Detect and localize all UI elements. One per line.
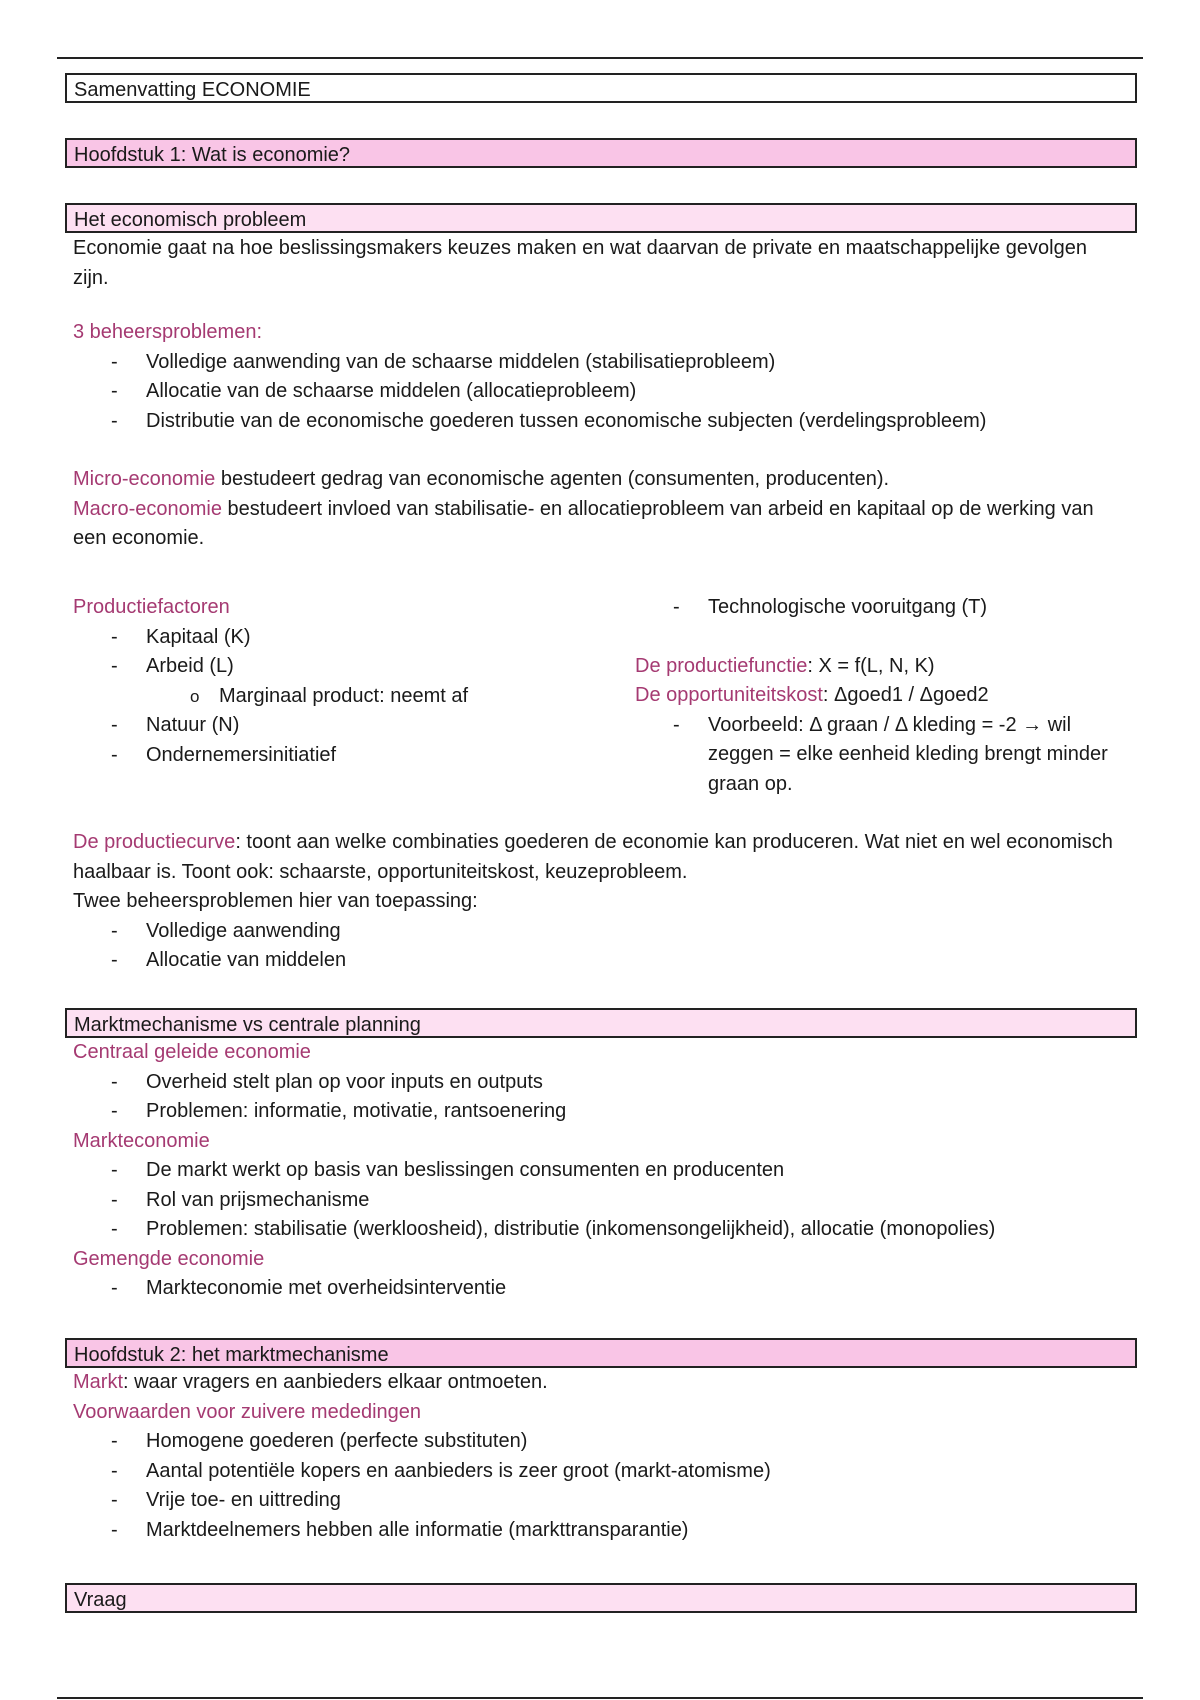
market-heading: Marktmechanisme vs centrale planning [65,1008,1137,1038]
list-item: - Technologische vooruitgang (T) [673,596,988,618]
list-item: - Aantal potentiële kopers en aanbieders is zeer groot (markt-atomisme) [111,1459,771,1482]
mixed-list [73,1274,1137,1304]
factors-left-column [73,593,573,770]
conditions-list [73,1427,1137,1545]
list-item: - Rol van prijsmechanisme [111,1188,370,1211]
list-item: - Kapitaal (K) [111,625,251,648]
twee-list [73,917,1113,976]
beheer-label: 3 beheersproblemen: [73,321,263,343]
markt-definition: Markt: waar vragers en aanbieders elkaar ontmoeten. [73,1371,548,1393]
beheer-block [65,318,1137,436]
list-item: - Homogene goederen (perfecte substituten) [111,1430,528,1452]
example-list [635,711,1135,800]
micro-macro-block [65,465,1113,554]
list-item: - Voorbeeld: Δ graan / Δ kleding = -2 → wil zeggen = elke eenheid kleding brengt minder graan op. [673,713,1108,795]
list-item: - Markteconomie met overheidsinterventie [111,1277,507,1299]
top-rule [57,57,1143,59]
bottom-rule [57,1697,1143,1699]
chapter2-body [65,1368,1137,1545]
list-item: - Problemen: stabilisatie (werkloosheid), distributie (inkomensongelijkheid), allocatie (monopolies) [111,1218,996,1240]
central-list [73,1068,1137,1127]
market-body [65,1038,1137,1304]
list-item: - Natuur (N) [111,714,240,736]
central-label: Centraal geleide economie [73,1041,311,1063]
mixed-label: Gemengde economie [73,1247,265,1270]
twee-label: Twee beheersproblemen hier van toepassing: [73,890,478,912]
factors-sublist [73,682,573,712]
vraag-section [65,1583,1137,1613]
micro-line: Micro-economie bestudeert gedrag van economische agenten (consumenten, producenten). [73,468,890,490]
chapter2-section [65,1338,1137,1545]
opp-line: De opportuniteitskost: Δgoed1 / Δgoed2 [635,684,989,706]
factors-label: Productiefactoren [73,596,230,618]
factors-right-column [635,593,1135,799]
list-item: - De markt werkt op basis van beslissingen consumenten en producenten [111,1159,785,1181]
doc-title: Samenvatting ECONOMIE [65,73,1137,103]
intro-paragraph: Economie gaat na hoe beslissingsmakers keuzes maken en wat daarvan de private en maatschappelijke gevolgen zijn. [73,237,1087,289]
markt-label: Markteconomie [73,1129,210,1152]
list-item: o Marginaal product: neemt af [190,684,469,707]
list-item: - Problemen: informatie, motivatie, rantsoenering [111,1100,567,1122]
list-item: - Vrije toe- en uittreding [111,1489,341,1511]
vraag-heading: Vraag [65,1583,1137,1613]
markt-list [73,1156,1137,1245]
list-item: - Allocatie van de schaarse middelen (allocatieprobleem) [111,380,637,402]
list-item: - Allocatie van middelen [111,949,347,971]
chapter2-heading: Hoofdstuk 2: het marktmechanisme [65,1338,1137,1368]
list-item: - Ondernemersinitiatief [111,743,337,766]
beheer-list [73,348,1137,437]
list-item: - Overheid stelt plan op voor inputs en outputs [111,1070,543,1093]
list-item: - Volledige aanwending [111,919,341,942]
curve-paragraph: De productiecurve: toont aan welke combinaties goederen de economie kan produceren. Wat niet en wel economisch haalbaar is. Toont ook: schaarste, opportuniteitskost, keuzeprobleem. [73,831,1113,883]
factors-list-more [73,711,573,770]
curve-section [65,828,1113,976]
factors-list [73,623,573,682]
title-section [65,73,1137,103]
conditions-label: Voorwaarden voor zuivere mededingen [73,1400,421,1423]
macro-line: Macro-economie bestudeert invloed van stabilisatie- en allocatieprobleem van arbeid en kapitaal op de werking van een economie. [73,497,1094,549]
economic-problem-section [65,203,1137,554]
list-item: - Distributie van de economische goederen tussen economische subjecten (verdelingsprobleem) [111,409,987,432]
list-item: - Arbeid (L) [111,655,234,677]
market-section [65,1008,1137,1304]
economic-problem-heading: Het economisch probleem [65,203,1137,233]
tech-list [635,593,1135,623]
chapter1-section [65,138,1137,168]
list-item: - Marktdeelnemers hebben alle informatie (markttransparantie) [111,1518,689,1541]
list-item: - Volledige aanwending van de schaarse middelen (stabilisatieprobleem) [111,350,776,373]
chapter1-heading: Hoofdstuk 1: Wat is economie? [65,138,1137,168]
prodfunc-line: De productiefunctie: X = f(L, N, K) [635,654,935,677]
